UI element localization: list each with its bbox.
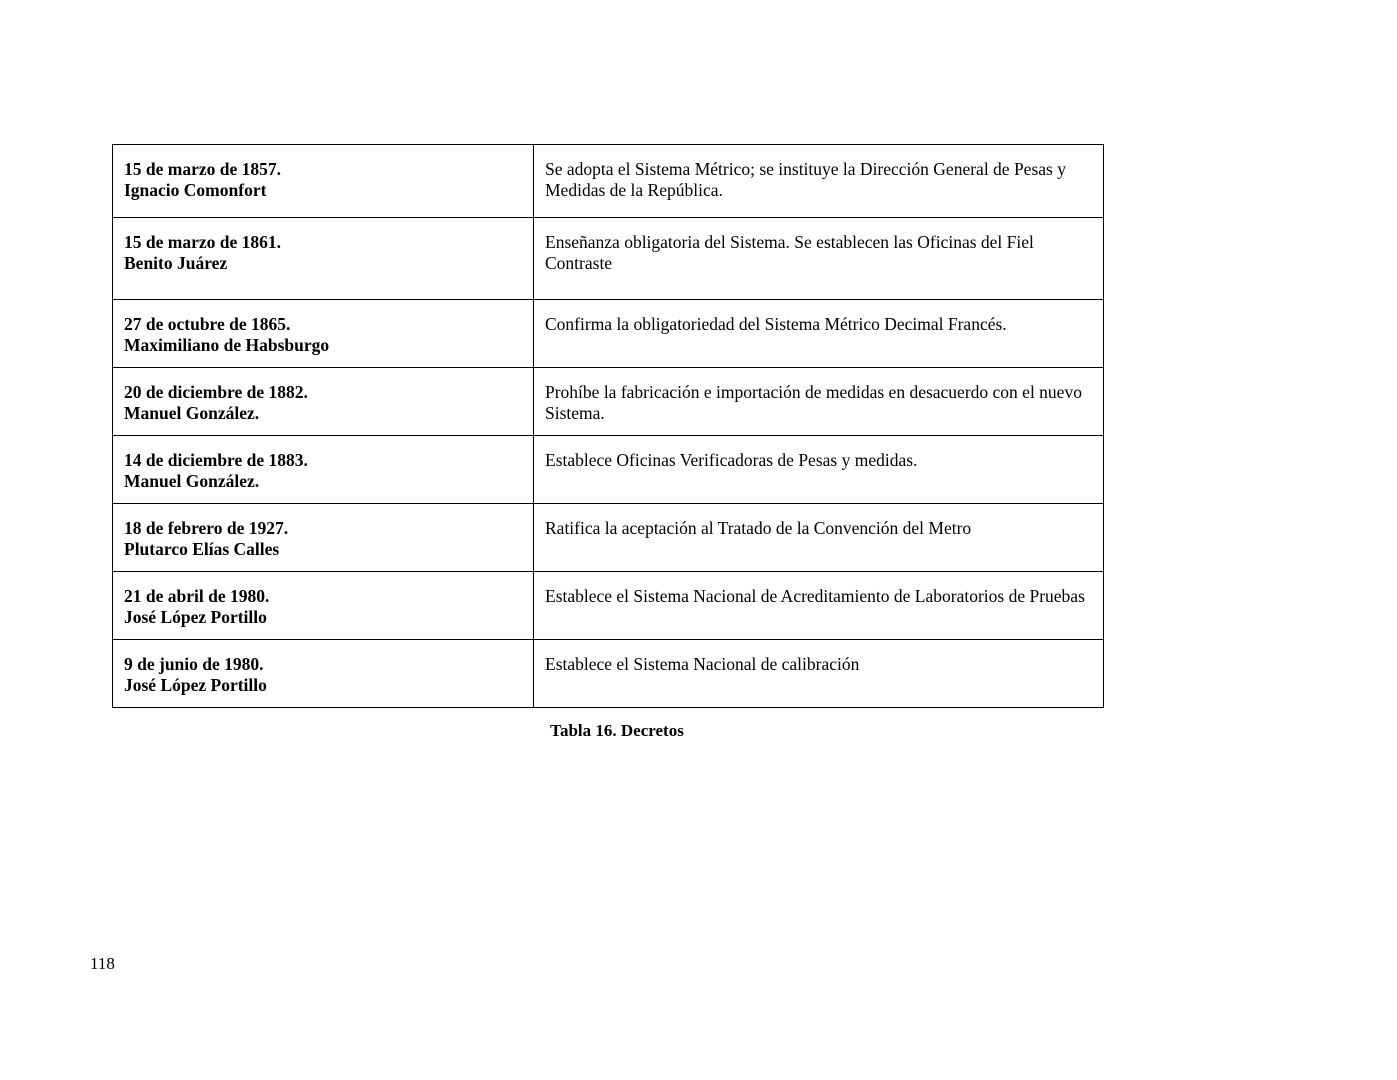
decree-person: José López Portillo — [124, 607, 267, 627]
description-cell — [534, 572, 1104, 640]
decree-description: Confirma la obligatoriedad del Sistema Métrico Decimal Francés. — [545, 314, 1007, 334]
decree-date: 20 de diciembre de 1882. — [124, 382, 308, 402]
date-cell — [113, 572, 534, 640]
decree-date: 27 de octubre de 1865. — [124, 314, 291, 334]
decree-person: Manuel González. — [124, 471, 260, 491]
table-row — [113, 504, 1104, 572]
decree-date: 15 de marzo de 1857. — [124, 159, 281, 179]
date-cell — [113, 640, 534, 708]
date-cell — [113, 218, 534, 300]
decrees-table — [112, 144, 1104, 708]
decree-description: Establece Oficinas Verificadoras de Pesas y medidas. — [545, 450, 918, 470]
description-cell — [534, 368, 1104, 436]
table-row — [113, 218, 1104, 300]
description-cell — [534, 300, 1104, 368]
date-cell — [113, 504, 534, 572]
decree-date: 9 de junio de 1980. — [124, 654, 264, 674]
table-row — [113, 436, 1104, 504]
description-cell — [534, 504, 1104, 572]
decree-date: 18 de febrero de 1927. — [124, 518, 289, 538]
table-row — [113, 572, 1104, 640]
decree-person: Ignacio Comonfort — [124, 180, 267, 200]
decree-person: Plutarco Elías Calles — [124, 539, 280, 559]
decree-person: Maximiliano de Habsburgo — [124, 335, 330, 355]
decree-description: Prohíbe la fabricación e importación de medidas en desacuerdo con el nuevo Sistema. — [545, 382, 1082, 423]
decree-description: Establece el Sistema Nacional de Acreditamiento de Laboratorios de Pruebas — [545, 586, 1085, 606]
decree-person: José López Portillo — [124, 675, 267, 695]
date-cell — [113, 145, 534, 218]
description-cell — [534, 218, 1104, 300]
table-row — [113, 300, 1104, 368]
date-cell — [113, 436, 534, 504]
decree-description: Se adopta el Sistema Métrico; se instituye la Dirección General de Pesas y Medidas de la República. — [545, 159, 1066, 200]
date-cell — [113, 300, 534, 368]
description-cell — [534, 640, 1104, 708]
page-number: 118 — [90, 954, 115, 973]
table-row — [113, 640, 1104, 708]
decree-date: 21 de abril de 1980. — [124, 586, 270, 606]
decree-person: Benito Juárez — [124, 253, 228, 273]
decree-date: 14 de diciembre de 1883. — [124, 450, 308, 470]
table-row — [113, 368, 1104, 436]
description-cell — [534, 145, 1104, 218]
table-row — [113, 145, 1104, 218]
table-caption: Tabla 16. Decretos — [550, 721, 684, 740]
decree-date: 15 de marzo de 1861. — [124, 232, 281, 252]
date-cell — [113, 368, 534, 436]
decree-description: Ratifica la aceptación al Tratado de la Convención del Metro — [545, 518, 972, 538]
decree-description: Establece el Sistema Nacional de calibración — [545, 654, 860, 674]
description-cell — [534, 436, 1104, 504]
decree-person: Manuel González. — [124, 403, 260, 423]
decree-description: Enseñanza obligatoria del Sistema. Se establecen las Oficinas del Fiel Contraste — [545, 232, 1034, 273]
